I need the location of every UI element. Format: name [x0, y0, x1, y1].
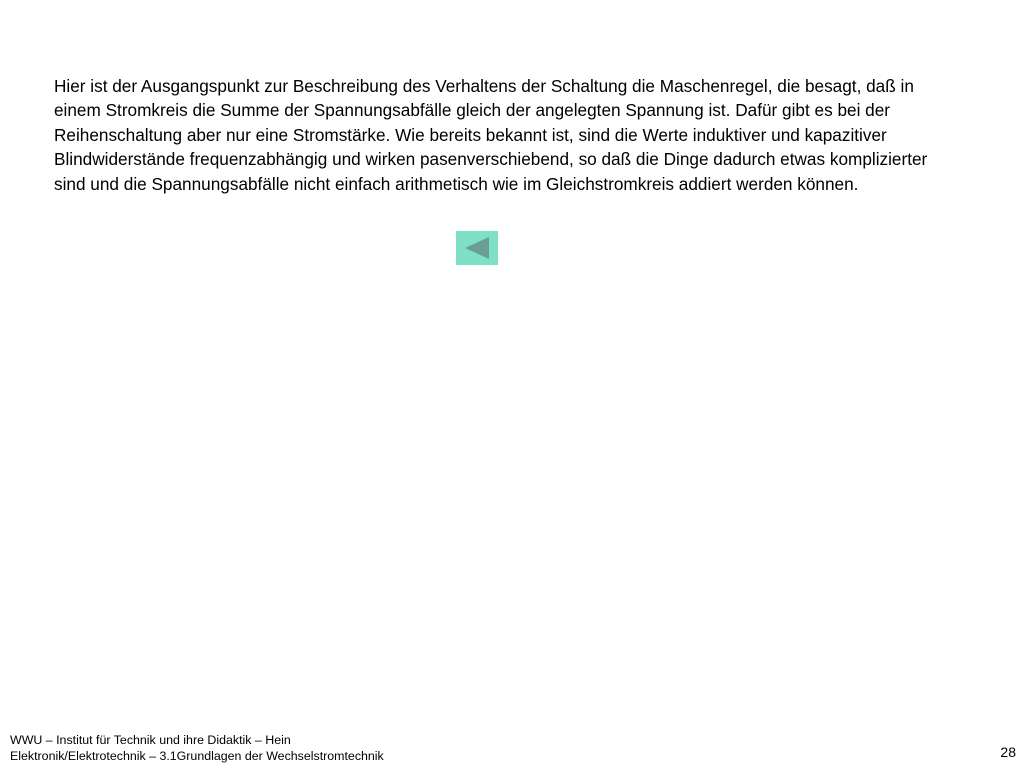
back-button[interactable] [456, 231, 498, 265]
footer [10, 732, 384, 764]
footer-institute: WWU – Institut für Technik und ihre Didaktik – Hein [10, 733, 291, 747]
footer-course: Elektronik/Elektrotechnik – 3.1Grundlagen der Wechselstromtechnik [10, 749, 384, 763]
page-number: 28 [1000, 744, 1016, 760]
body-paragraph: Hier ist der Ausgangspunkt zur Beschreibung des Verhaltens der Schaltung die Maschenregel, die besagt, daß in einem Stromkreis die Summe der Spannungsabfälle gleich der angelegten Spannung ist. Dafür gibt es bei der Reihenschaltung aber nur eine Stromstärke. Wie bereits bekannt ist, sind die Werte induktiver und kapazitiver Blindwiderstände frequenzabhängig und wirken pasenverschiebend, so daß die Dinge dadurch etwas komplizierter sind und die Spannungsabfälle nicht einfach arithmetisch wie im Gleichstromkreis addiert werden können. [54, 76, 928, 194]
triangle-left-icon [464, 236, 490, 260]
